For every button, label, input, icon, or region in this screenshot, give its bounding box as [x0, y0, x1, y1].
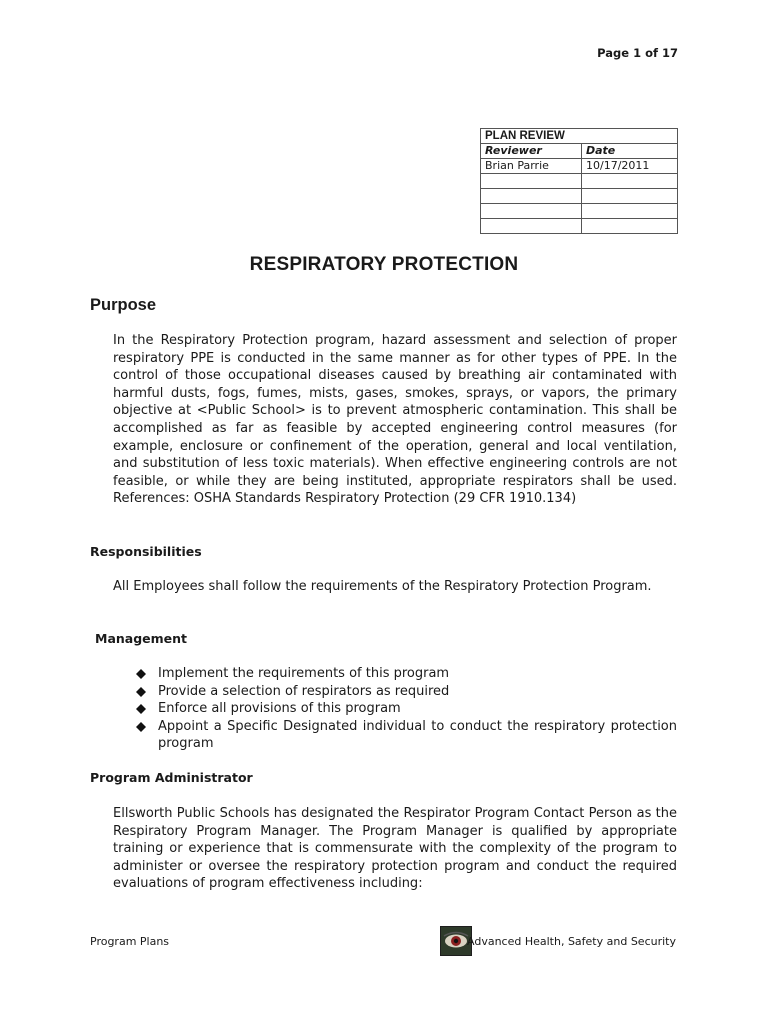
diamond-bullet-icon: [136, 687, 146, 697]
purpose-paragraph: In the Respiratory Protection program, hazard assessment and selection of proper respiratory PPE is conducted in the same manner as for other types of PPE. In the control of those occupational diseases caused by breathing air contaminated with harmful dusts, fogs, fumes, mists, gases, smokes, sprays, or vapors, the primary objective at <Public School> is to prevent atmospheric contamination. This shall be accomplished as far as feasible by accepted engineering control measures (for example, enclosure or confinement of the operation, general and local ventilation, and substitution of less toxic materials). When effective engineering controls are not feasible, or while they are being instituted, appropriate respirators shall be used. References: OSHA Standards Respiratory Protection (29 CFR 1910.134): [113, 333, 677, 507]
reviewer-cell: Brian Parrie: [481, 159, 582, 174]
management-heading: Management: [95, 631, 188, 646]
page-number: Page 1 of 17: [597, 46, 678, 60]
footer-right-text: Advanced Health, Safety and Security: [467, 935, 676, 948]
reviewer-cell: [481, 174, 582, 189]
reviewer-cell: [481, 189, 582, 204]
plan-review-header-row: [481, 144, 678, 159]
list-item-text: Implement the requirements of this program: [158, 666, 450, 681]
list-item: [113, 665, 677, 683]
table-row: [481, 204, 678, 219]
diamond-bullet-icon: [136, 704, 146, 714]
date-cell: 10/17/2011: [582, 159, 678, 174]
document-title: RESPIRATORY PROTECTION: [249, 254, 519, 275]
list-item: [113, 700, 677, 718]
date-cell: [582, 204, 678, 219]
list-item-text: Enforce all provisions of this program: [158, 701, 401, 717]
reviewer-cell: [481, 204, 582, 219]
management-list: [113, 665, 677, 753]
table-row: [481, 159, 678, 174]
reviewer-column-header: Reviewer: [481, 144, 582, 159]
plan-review-table: [480, 128, 678, 234]
responsibilities-paragraph: All Employees shall follow the requirements of the Respiratory Protection Program.: [113, 579, 652, 594]
plan-review-title: PLAN REVIEW: [481, 129, 678, 144]
purpose-heading: Purpose: [90, 296, 157, 314]
program-administrator-paragraph: Ellsworth Public Schools has designated the Respirator Program Contact Person as the Respiratory Program Manager. The Program Manager is qualified by appropriate training or experience that is commensurate with the complexity of the program to administer or oversee the respiratory protection program and conduct the required evaluations of program effectiveness including:: [113, 806, 677, 892]
table-row: [481, 174, 678, 189]
diamond-bullet-icon: [136, 669, 146, 679]
date-cell: [582, 219, 678, 234]
footer-left-text: Program Plans: [90, 935, 170, 948]
list-item: [113, 718, 677, 753]
responsibilities-heading: Responsibilities: [90, 544, 202, 559]
date-column-header: Date: [582, 144, 678, 159]
list-item-text: Appoint a Specific Designated individual to conduct the respiratory protection program: [158, 718, 677, 752]
diamond-bullet-icon: [136, 722, 146, 732]
table-row: [481, 219, 678, 234]
date-cell: [582, 189, 678, 204]
date-cell: [582, 174, 678, 189]
table-row: [481, 189, 678, 204]
plan-review-title-row: [481, 129, 678, 144]
reviewer-cell: [481, 219, 582, 234]
list-item: [113, 683, 677, 701]
program-administrator-heading: Program Administrator: [90, 770, 253, 785]
list-item-text: Provide a selection of respirators as required: [158, 683, 450, 699]
